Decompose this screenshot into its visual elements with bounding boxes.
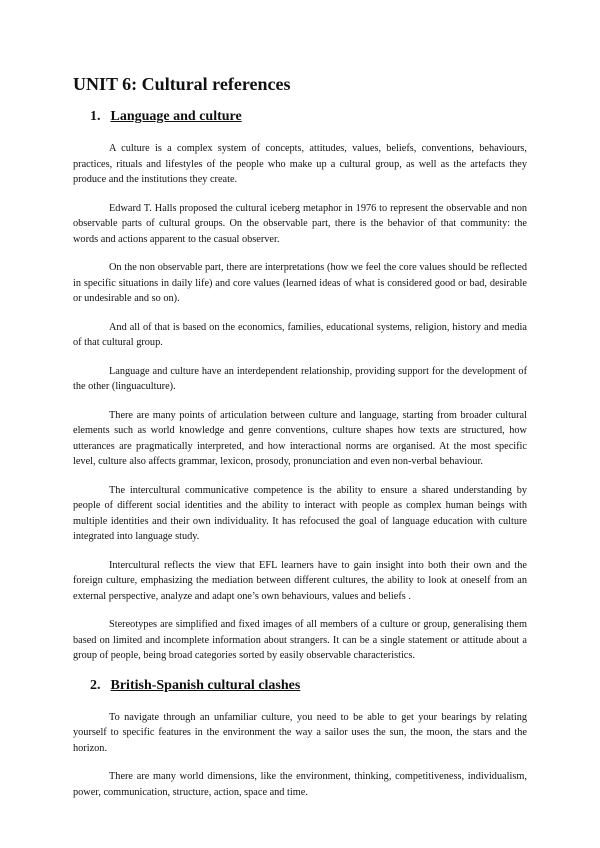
section-number: 1.: [90, 109, 101, 124]
section-title: British-Spanish cultural clashes: [110, 677, 301, 693]
paragraph: On the non observable part, there are interpretations (how we feel the core values should be reflected in specific situations in daily life) and core values (learned ideas of what is considered good or bad, desirable or undesirable and so on).: [73, 262, 527, 304]
section-heading-british-spanish-clashes: [90, 677, 527, 695]
section-number: 2.: [90, 677, 101, 693]
paragraph: Stereotypes are simplified and fixed images of all members of a culture or group, generalising them based on limited and incomplete information about strangers. It can be a single statement or attitude about a group of people, being broad categories sorted by easily observable characteristics.: [73, 619, 527, 661]
paragraph: There are many world dimensions, like the environment, thinking, competitiveness, individualism, power, communication, structure, action, space and time.: [73, 771, 527, 798]
paragraph: A culture is a complex system of concepts, attitudes, values, beliefs, conventions, behaviours, practices, rituals and lifestyles of the people who make up a cultural group, as well as the artefacts they produce and the institutions they create.: [73, 143, 527, 185]
section-heading-language-and-culture: [90, 108, 527, 126]
document-page: [73, 72, 527, 813]
paragraph: The intercultural communicative competence is the ability to ensure a shared understanding by people of different social identities and the ability to interact with people as complex human beings with multiple identities and their own individuality. It has refocused the goal of language education with culture integrated into language study.: [73, 484, 527, 542]
unit-title: UNIT 6: Cultural references: [73, 74, 291, 94]
paragraph: Edward T. Halls proposed the cultural iceberg metaphor in 1976 to represent the observable and non observable parts of cultural groups. On the observable part, there is the behavior of that community: the words and actions apparent to the casual observer.: [73, 202, 527, 245]
paragraph: There are many points of articulation between culture and language, starting from broader cultural elements such as world knowledge and genre conventions, culture shapes how texts are structured, how utterances are pragmatically interpreted, and how interactional norms are organised. At the most specific level, culture also affects grammar, lexicon, prosody, pronunciation and even non-verbal behaviour.: [73, 409, 527, 467]
section-title: Language and culture: [110, 109, 242, 124]
paragraph: Intercultural reflects the view that EFL learners have to gain insight into both their own and the foreign culture, emphasizing the mediation between different cultures, the ability to look at oneself from an external perspective, analyze and adapt one’s own behaviours, values and beliefs .: [73, 559, 527, 602]
paragraph: Language and culture have an interdependent relationship, providing support for the development of the other (linguaculture).: [73, 365, 527, 392]
paragraph: To navigate through an unfamiliar culture, you need to be able to get your bearings by relating yourself to specific features in the environment the way a sailor uses the sun, the moon, the stars and the horizon.: [73, 711, 527, 754]
paragraph: And all of that is based on the economics, families, educational systems, religion, history and media of that cultural group.: [73, 321, 527, 348]
